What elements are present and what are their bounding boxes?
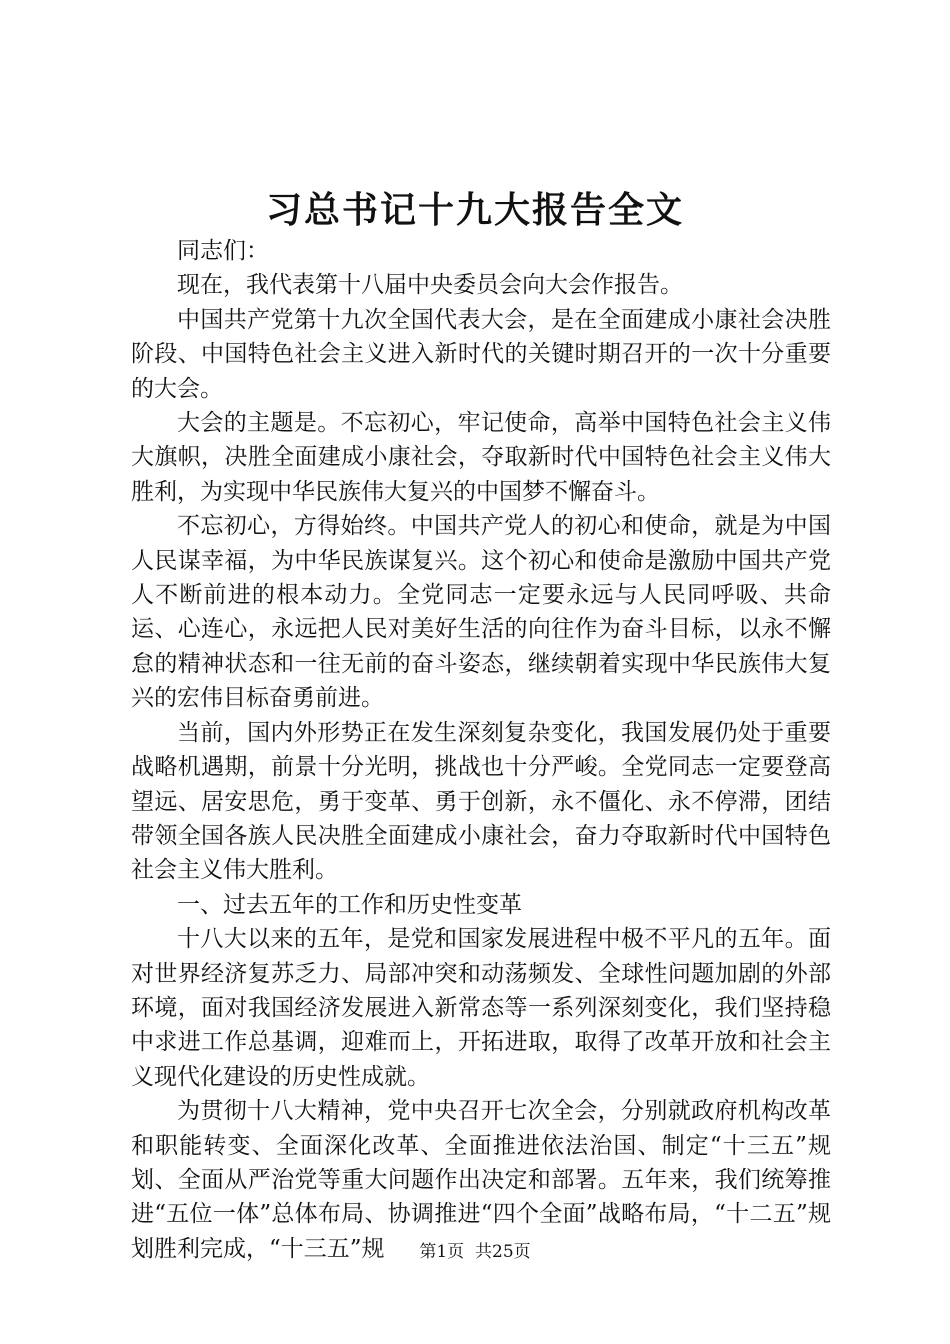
paragraph-congress-intro: 中国共产党第十九次全国代表大会，是在全面建成小康社会决胜阶段、中国特色社会主义进入新时代的关键时期召开的一次十分重要的大会。 [131, 306, 831, 402]
document-body [131, 234, 831, 1266]
paragraph-salutation: 同志们： [177, 238, 269, 264]
paragraph-plenary-sessions: 为贯彻十八大精神，党中央召开七次全会，分别就政府机构改革和职能转变、全面深化改革、全面推进依法治国、制定“十三五”规划、全面从严治党等重大问题作出决定和部署。五年来，我们统筹推进“五位一体”总体布局、协调推进“四个全面”战略布局，“十二五”规划胜利完成，“十三五”规 [131, 1098, 831, 1262]
paragraph-original-aspiration: 不忘初心，方得始终。中国共产党人的初心和使命，就是为中国人民谋幸福，为中华民族谋复兴。这个初心和使命是激励中国共产党人不断前进的根本动力。全党同志一定要永远与人民同呼吸、共命运、心连心，永远把人民对美好生活的向往作为奋斗目标，以永不懈怠的精神状态和一往无前的奋斗姿态，继续朝着实现中华民族伟大复兴的宏伟目标奋勇前进。 [131, 513, 831, 712]
section-heading: 一、过去五年的工作和历史性变革 [177, 891, 522, 918]
page-number: 第1页 [419, 1242, 465, 1262]
paragraph-opening: 现在，我代表第十八届中央委员会向大会作报告。 [177, 272, 683, 299]
page-footer [0, 1240, 950, 1264]
document-title: 习总书记十九大报告全文 [265, 189, 684, 231]
paragraph-current-situation: 当前，国内外形势正在发生深刻复杂变化，我国发展仍处于重要战略机遇期，前景十分光明，挑战也十分严峻。全党同志一定要登高望远、居安思危，勇于变革、勇于创新，永不僵化、永不停滞，团结带领全国各族人民决胜全面建成小康社会，奋力夺取新时代中国特色社会主义伟大胜利。 [131, 719, 831, 884]
paragraph-theme: 大会的主题是。不忘初心，牢记使命，高举中国特色社会主义伟大旗帜，决胜全面建成小康社会，夺取新时代中国特色社会主义伟大胜利，为实现中华民族伟大复兴的中国梦不懈奋斗。 [131, 410, 831, 505]
page-total: 共25页 [475, 1242, 531, 1262]
paragraph-five-years: 十八大以来的五年，是党和国家发展进程中极不平凡的五年。面对世界经济复苏乏力、局部冲突和动荡频发、全球性问题加剧的外部环境，面对我国经济发展进入新常态等一系列深刻变化，我们坚持稳中求进工作总基调，迎难而上，开拓进取，取得了改革开放和社会主义现代化建设的历史性成就。 [131, 926, 831, 1090]
